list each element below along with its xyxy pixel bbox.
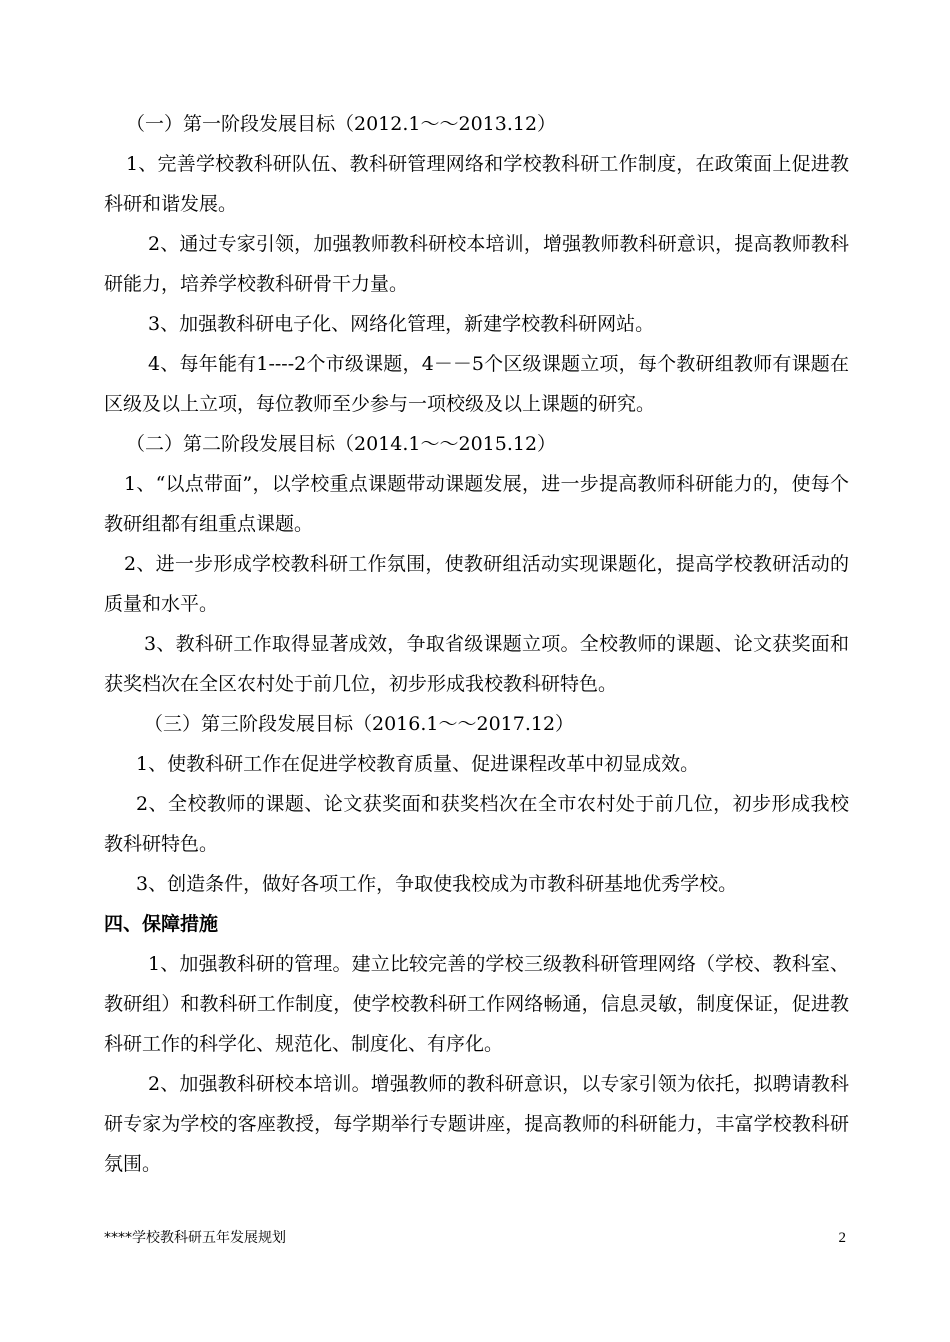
footer-title: ****学校教科研五年发展规划 xyxy=(104,1230,286,1246)
paragraph: 3、创造条件，做好各项工作，争取使我校成为市教科研基地优秀学校。 xyxy=(136,873,738,895)
paragraph: 1、使教科研工作在促进学校教育质量、促进课程改革中初显成效。 xyxy=(136,753,700,775)
paragraph: 2、全校教师的课题、论文获奖面和获奖档次在全市农村处于前几位，初步形成我校教科研特色。 xyxy=(104,793,849,855)
paragraph: （一）第一阶段发展目标（2012.1～～2013.12） xyxy=(126,113,557,135)
paragraph: 2、通过专家引领，加强教师教科研校本培训，增强教师教科研意识，提高教师教科研能力，培养学校教科研骨干力量。 xyxy=(104,233,849,295)
paragraph: 3、教科研工作取得显著成效，争取省级课题立项。全校教师的课题、论文获奖面和获奖档次在全区农村处于前几位，初步形成我校教科研特色。 xyxy=(104,633,849,695)
paragraph: 3、加强教科研电子化、网络化管理，新建学校教科研网站。 xyxy=(148,313,655,335)
page-number: 2 xyxy=(838,1230,846,1246)
paragraph: 2、加强教科研校本培训。增强教师的教科研意识，以专家引领为依托，拟聘请教科研专家为学校的客座教授，每学期举行专题讲座，提高教师的科研能力，丰富学校教科研氛围。 xyxy=(104,1073,849,1175)
paragraph: 1、“以点带面”，以学校重点课题带动课题发展，进一步提高教师科研能力的，使每个教研组都有组重点课题。 xyxy=(104,473,849,535)
paragraph: （三）第三阶段发展目标（2016.1～～2017.12） xyxy=(144,713,575,735)
section-heading: 四、保障措施 xyxy=(104,913,219,935)
paragraph: 1、完善学校教科研队伍、教科研管理网络和学校教科研工作制度，在政策面上促进教科研和谐发展。 xyxy=(104,153,849,215)
paragraph: （二）第二阶段发展目标（2014.1～～2015.12） xyxy=(126,433,557,455)
paragraph: 1、加强教科研的管理。建立比较完善的学校三级教科研管理网络（学校、教科室、教研组）和教科研工作制度，使学校教科研工作网络畅通，信息灵敏，制度保证，促进教科研工作的科学化、规范化、制度化、有序化。 xyxy=(104,953,849,1055)
document-body xyxy=(104,104,849,1184)
paragraph: 2、进一步形成学校教科研工作氛围，使教研组活动实现课题化，提高学校教研活动的质量和水平。 xyxy=(104,553,849,615)
paragraph: 4、每年能有1----2个市级课题，4－－5个区级课题立项，每个教研组教师有课题在区级及以上立项，每位教师至少参与一项校级及以上课题的研究。 xyxy=(104,353,849,415)
